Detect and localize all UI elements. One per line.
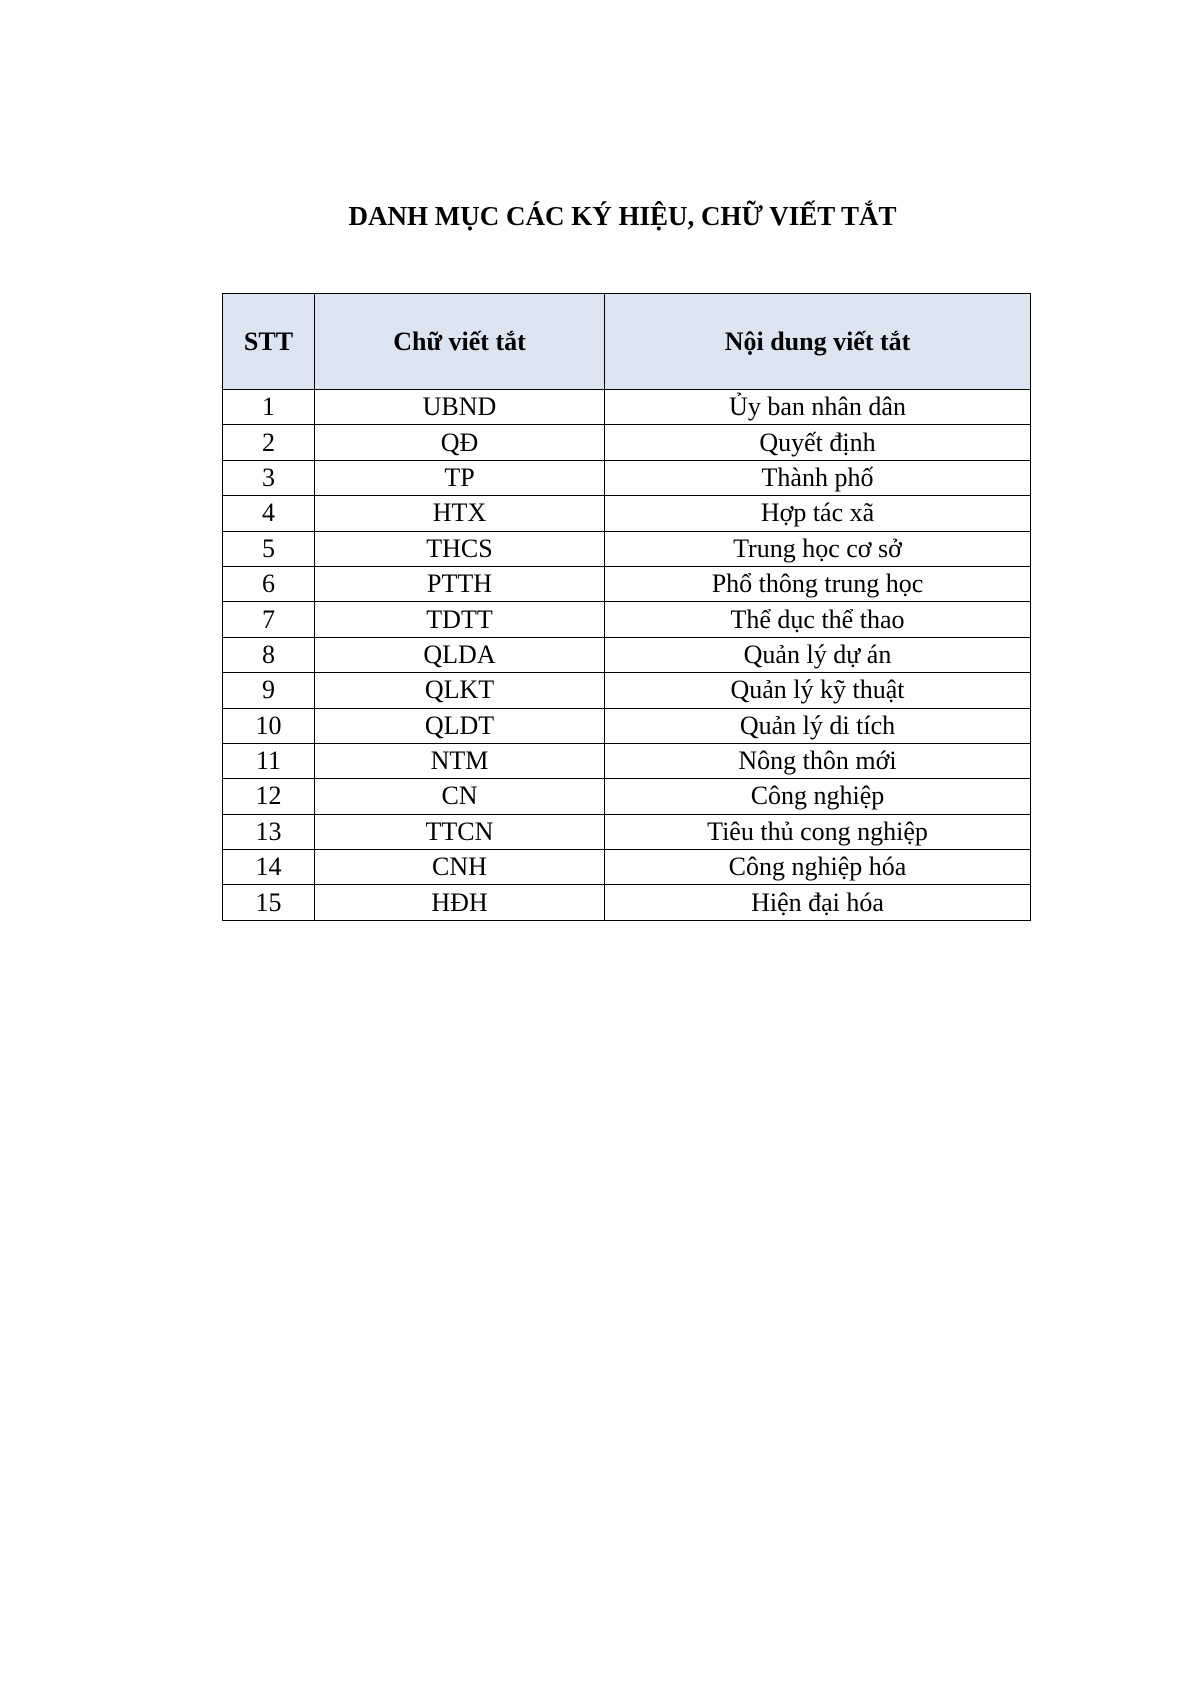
table-header bbox=[223, 294, 1031, 390]
cell-abbreviation: QLKT bbox=[315, 673, 605, 708]
cell-meaning: Quản lý kỹ thuật bbox=[605, 673, 1031, 708]
abbreviations-table bbox=[222, 293, 1031, 921]
table-row bbox=[223, 602, 1031, 637]
table-row bbox=[223, 531, 1031, 566]
cell-stt: 8 bbox=[223, 637, 315, 672]
cell-meaning: Thể dục thể thao bbox=[605, 602, 1031, 637]
cell-abbreviation: HTX bbox=[315, 496, 605, 531]
cell-abbreviation: HĐH bbox=[315, 885, 605, 920]
cell-abbreviation: TDTT bbox=[315, 602, 605, 637]
cell-meaning: Thành phố bbox=[605, 460, 1031, 495]
table-row bbox=[223, 390, 1031, 425]
table-row bbox=[223, 850, 1031, 885]
cell-meaning: Hiện đại hóa bbox=[605, 885, 1031, 920]
table-row bbox=[223, 566, 1031, 601]
header-stt: STT bbox=[223, 294, 315, 390]
table-body bbox=[223, 390, 1031, 921]
cell-abbreviation: TP bbox=[315, 460, 605, 495]
table-row bbox=[223, 637, 1031, 672]
cell-stt: 9 bbox=[223, 673, 315, 708]
cell-meaning: Công nghiệp hóa bbox=[605, 850, 1031, 885]
cell-abbreviation: CN bbox=[315, 779, 605, 814]
cell-stt: 11 bbox=[223, 743, 315, 778]
cell-stt: 5 bbox=[223, 531, 315, 566]
cell-stt: 1 bbox=[223, 390, 315, 425]
cell-abbreviation: QLDA bbox=[315, 637, 605, 672]
table-row bbox=[223, 814, 1031, 849]
cell-stt: 10 bbox=[223, 708, 315, 743]
header-abbreviation: Chữ viết tắt bbox=[315, 294, 605, 390]
cell-abbreviation: THCS bbox=[315, 531, 605, 566]
table-row bbox=[223, 885, 1031, 920]
cell-meaning: Quản lý di tích bbox=[605, 708, 1031, 743]
table-row bbox=[223, 496, 1031, 531]
cell-stt: 14 bbox=[223, 850, 315, 885]
table-row bbox=[223, 743, 1031, 778]
cell-meaning: Quyết định bbox=[605, 425, 1031, 460]
page-title: DANH MỤC CÁC KÝ HIỆU, CHỮ VIẾT TẮT bbox=[348, 201, 897, 231]
table-row bbox=[223, 673, 1031, 708]
table-row bbox=[223, 425, 1031, 460]
cell-abbreviation: TTCN bbox=[315, 814, 605, 849]
cell-stt: 7 bbox=[223, 602, 315, 637]
cell-abbreviation: PTTH bbox=[315, 566, 605, 601]
cell-meaning: Trung học cơ sở bbox=[605, 531, 1031, 566]
cell-abbreviation: QĐ bbox=[315, 425, 605, 460]
cell-stt: 6 bbox=[223, 566, 315, 601]
header-meaning: Nội dung viết tắt bbox=[605, 294, 1031, 390]
cell-meaning: Nông thôn mới bbox=[605, 743, 1031, 778]
cell-stt: 4 bbox=[223, 496, 315, 531]
cell-abbreviation: UBND bbox=[315, 390, 605, 425]
cell-meaning: Công nghiệp bbox=[605, 779, 1031, 814]
cell-meaning: Quản lý dự án bbox=[605, 637, 1031, 672]
table-row bbox=[223, 779, 1031, 814]
table-row bbox=[223, 460, 1031, 495]
cell-meaning: Tiêu thủ cong nghiệp bbox=[605, 814, 1031, 849]
cell-meaning: Phổ thông trung học bbox=[605, 566, 1031, 601]
cell-meaning: Ủy ban nhân dân bbox=[605, 390, 1031, 425]
cell-meaning: Hợp tác xã bbox=[605, 496, 1031, 531]
cell-stt: 3 bbox=[223, 460, 315, 495]
cell-stt: 13 bbox=[223, 814, 315, 849]
cell-abbreviation: CNH bbox=[315, 850, 605, 885]
header-row bbox=[223, 294, 1031, 390]
table-row bbox=[223, 708, 1031, 743]
cell-abbreviation: QLDT bbox=[315, 708, 605, 743]
cell-stt: 2 bbox=[223, 425, 315, 460]
cell-stt: 15 bbox=[223, 885, 315, 920]
cell-abbreviation: NTM bbox=[315, 743, 605, 778]
cell-stt: 12 bbox=[223, 779, 315, 814]
